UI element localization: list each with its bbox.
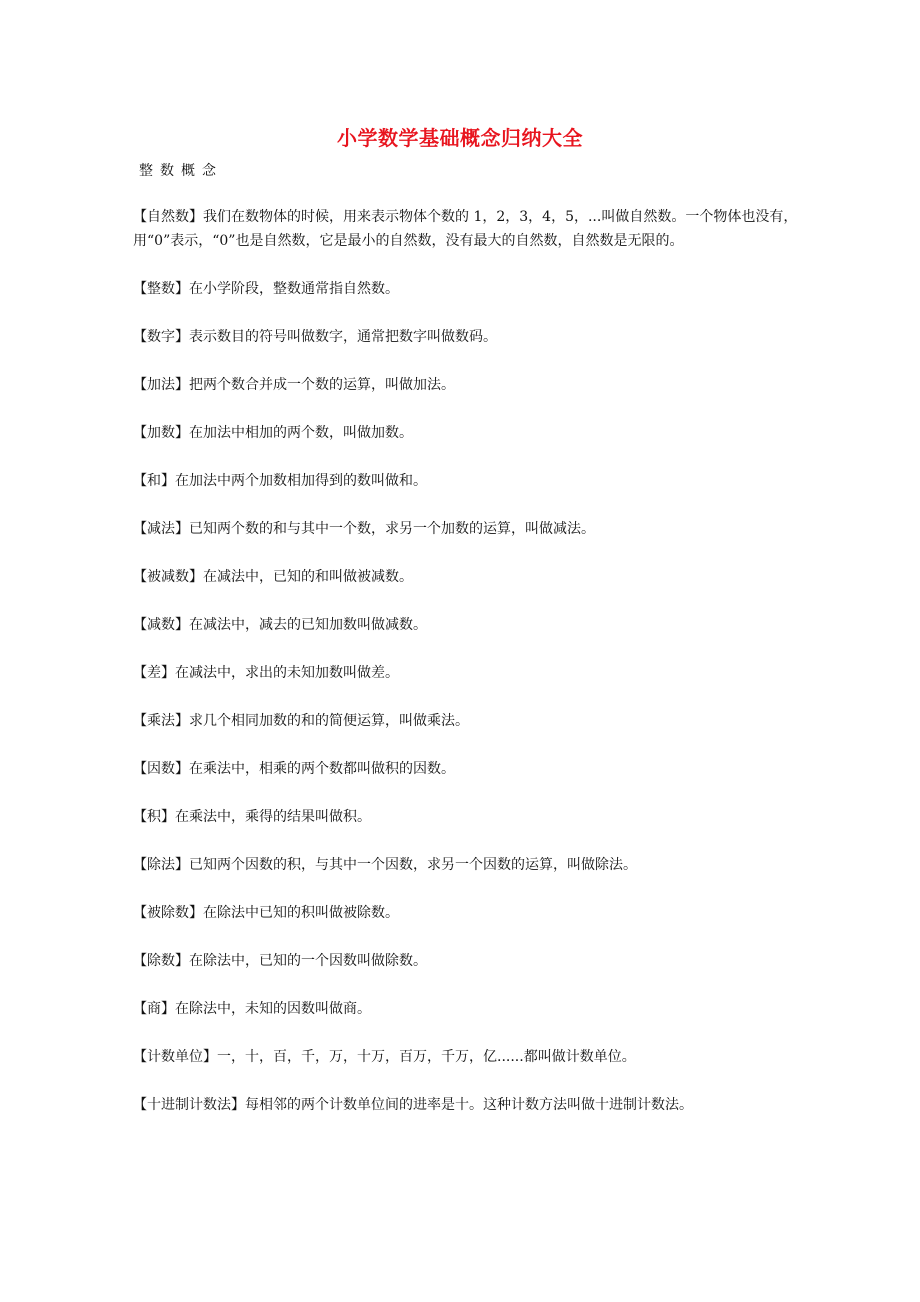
definition-text: 在乘法中，乘得的结果叫做积。 [175, 809, 371, 825]
definition-text: 一，十，百，千，万，十万，百万，千万，亿......都叫做计数单位。 [217, 1049, 636, 1065]
section-heading: 整数概念 [139, 163, 223, 179]
definition-item [133, 997, 798, 1021]
definition-term: 【减数】 [133, 617, 189, 633]
definition-item [133, 565, 798, 589]
definition-term: 【积】 [133, 809, 175, 825]
definition-text: 在减法中，求出的未知加数叫做差。 [175, 665, 399, 681]
definition-item [133, 613, 798, 637]
definition-term: 【加法】 [133, 377, 189, 393]
definition-item [133, 277, 798, 301]
definition-term: 【十进制计数法】 [133, 1097, 245, 1113]
definition-term: 【因数】 [133, 761, 189, 777]
definition-text: 我们在数物体的时候，用来表示物体个数的 1，2，3，4，5，...叫做自然数。一个物体也没有，用“0”表示，“0”也是自然数，它是最小的自然数，没有最大的自然数，自然数是无限的。 [133, 209, 798, 249]
definition-text: 已知两个因数的积，与其中一个因数，求另一个因数的运算，叫做除法。 [189, 857, 637, 873]
definition-item [133, 805, 798, 829]
definition-item [133, 1045, 798, 1069]
definition-term: 【和】 [133, 473, 175, 489]
definition-term: 【数字】 [133, 329, 189, 345]
definition-term: 【差】 [133, 665, 175, 681]
definition-term: 【计数单位】 [133, 1049, 217, 1065]
definition-text: 在乘法中，相乘的两个数都叫做积的因数。 [189, 761, 455, 777]
definition-item [133, 469, 798, 493]
definition-term: 【自然数】 [133, 209, 203, 225]
definition-item [133, 517, 798, 541]
definition-text: 在减法中，已知的和叫做被减数。 [203, 569, 413, 585]
definition-item [133, 709, 798, 733]
definition-item [133, 205, 798, 253]
definition-text: 在除法中已知的积叫做被除数。 [203, 905, 399, 921]
definition-text: 把两个数合并成一个数的运算，叫做加法。 [189, 377, 455, 393]
definition-item [133, 901, 798, 925]
definition-term: 【被除数】 [133, 905, 203, 921]
definition-text: 已知两个数的和与其中一个数，求另一个加数的运算，叫做减法。 [189, 521, 595, 537]
definition-item [133, 325, 798, 349]
definition-text: 求几个相同加数的和的简便运算，叫做乘法。 [189, 713, 469, 729]
definition-text: 每相邻的两个计数单位间的进率是十。这种计数方法叫做十进制计数法。 [245, 1097, 693, 1113]
definition-term: 【除法】 [133, 857, 189, 873]
definition-text: 在加法中相加的两个数，叫做加数。 [189, 425, 413, 441]
definition-item [133, 949, 798, 973]
definition-term: 【加数】 [133, 425, 189, 441]
definition-term: 【整数】 [133, 281, 189, 297]
definition-item [133, 661, 798, 685]
definition-item [133, 757, 798, 781]
definition-term: 【减法】 [133, 521, 189, 537]
definition-list [133, 205, 798, 1141]
definition-item [133, 373, 798, 397]
definition-text: 在加法中两个加数相加得到的数叫做和。 [175, 473, 427, 489]
definition-term: 【商】 [133, 1001, 175, 1017]
definition-item [133, 421, 798, 445]
definition-item [133, 853, 798, 877]
page-title: 小学数学基础概念归纳大全 [337, 126, 583, 150]
definition-text: 在小学阶段，整数通常指自然数。 [189, 281, 399, 297]
definition-text: 在减法中，减去的已知加数叫做减数。 [189, 617, 427, 633]
definition-term: 【被减数】 [133, 569, 203, 585]
definition-text: 表示数目的符号叫做数字，通常把数字叫做数码。 [189, 329, 497, 345]
definition-text: 在除法中，未知的因数叫做商。 [175, 1001, 371, 1017]
definition-text: 在除法中，已知的一个因数叫做除数。 [189, 953, 427, 969]
definition-term: 【除数】 [133, 953, 189, 969]
definition-item [133, 1093, 798, 1117]
definition-term: 【乘法】 [133, 713, 189, 729]
